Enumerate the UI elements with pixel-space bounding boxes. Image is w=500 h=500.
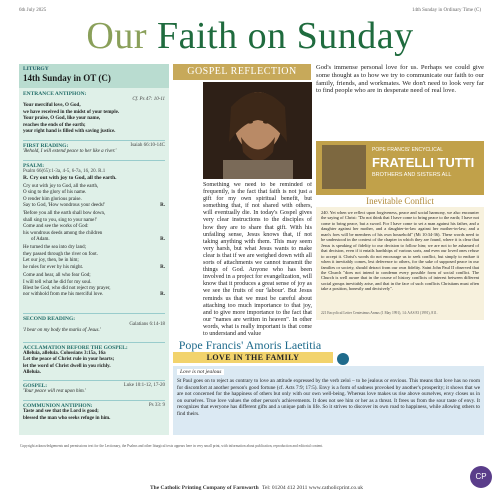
psalm-r: R.: [160, 237, 165, 243]
amoris-box: [173, 366, 484, 435]
psalm-line: of Adam.: [31, 237, 50, 243]
psalm: [23, 163, 165, 299]
catholic-printing-logo: CP: [470, 466, 492, 488]
amoris-title: Pope Francis' Amoris Laetitia: [178, 338, 322, 352]
psalm-line: Say to God, 'How wondrous your deeds!': [23, 203, 106, 209]
psalm-r: R.: [160, 264, 165, 270]
second-reading-ref: Galatians 6:14-18: [129, 322, 165, 327]
inevitable-conflict-heading: Inevitable Conflict: [366, 196, 434, 206]
communion-ref: Ps 33: 9: [148, 403, 165, 408]
psalm-line: O sing to the glory of his name.: [23, 190, 87, 196]
divider: [23, 140, 165, 141]
psalm-line: Cry out with joy to God, all the earth,: [23, 183, 99, 189]
fratelli-line1: POPE FRANCIS' ENCYCLICAL: [372, 147, 443, 153]
gospel-ref: Luke 10:1-12, 17-20: [123, 383, 165, 388]
fratelli-line3: BROTHERS AND SISTERS ALL: [372, 172, 452, 178]
inevitable-note: 221 Encyclical Letter Centesimus Annus (1 May 1991), 14: AAS 83 (1991), 811.: [321, 311, 438, 315]
psalm-ref: Psalm 66(65):1-3a, 4-5, 6-7a, 16, 20. R.1: [23, 169, 106, 174]
masthead-title: [0, 14, 500, 58]
communion-heading: COMMUNION ANTIPHON:: [23, 403, 93, 409]
footer-publisher: The Catholic Printing Company of Farnworth: [150, 485, 259, 491]
divider: [23, 160, 165, 161]
amoris-text: St Paul goes on to reject as contrary to love an attitude expressed by the verb zeloi – to be jealous or envious. This means that love has no room for discomfort at another person's good fortune (cf. Acts 7:9; 17:5). Envy is a form of sadness provoked by another's prosperity; it shows that we are not concerned for the happiness of others but only with our own well-being. Whereas love makes us rise above ourselves, envy closes us in on ourselves. True love values the other person's achievements. It does not see him or her as a threat. It frees us from the sour taste of envy. It recognizes that everyone has different gifts and a unique path in life. So it strives to discover its own road to happiness, while allowing others to find theirs.: [177, 378, 480, 417]
amoris-subhead: Love is not jealous: [177, 369, 224, 375]
inevitable-text: 240. Yet when we reflect upon forgiveness, peace and social harmony, we also encounter the saying of Christ: "Do not think that I have come to bring peace to the earth; I have not come to bring peace, but a sword. For I have come to set a man against his father, and a daughter against her mother, and a daughter-in-law against her mother-in-law; and a man's foes will be members of his own household" (Mt 10:34-36). These words need to be understood in the context of the chapter in which they are found, where it is clear that Jesus is speaking of fidelity to our decision to follow him; we are not to be ashamed of that decision, even if it entails hardships of various sorts, and even our loved ones refuse to accept it. Christ's words do not encourage us to seek conflict, but simply to endure it when it inevitably comes, lest deference to others, for the sake of supposed peace in our families or society, should detract from our own fidelity. Saint John Paul II observed that the Church "does not intend to condemn every possible form of social conflict. The Church is well aware that in the course of history conflicts of interest between different social groups inevitably arise, and that in the face of such conflicts Christians must often take a position, honestly and decisively".: [321, 210, 479, 292]
psalm-line: O render him glorious praise.: [23, 196, 82, 202]
entrance-line: reaches the ends of the earth;: [23, 122, 86, 128]
psalm-response: R. Cry out with joy to God, all the earth.: [23, 175, 117, 182]
divider: [23, 380, 165, 381]
acclamation-line: Let the peace of Christ rule in your hearts;: [23, 357, 115, 363]
psalm-line: Come and see the works of God:: [23, 224, 89, 230]
inevitable-conflict-box: [316, 207, 484, 320]
love-in-family-bar: LOVE IN THE FAMILY: [173, 352, 333, 363]
entrance-antiphon: [23, 91, 165, 135]
psalm-line: he rules for ever by his might.: [23, 264, 84, 270]
gospel-reflection-col1: Something we need to be reminded of frequently, is the fact that faith is not just a gift for my own spiritual benefit, but something that, if not shared with others, will eventually die. In today's Gospel gives very clear instructions to the disciples of how they are to share that gift. With his unfailing sense, Jesus knows that, if not taking anything with them. This may seem very harsh, but what Jesus wants to make clear is that if we are weighed down with all sorts of attachments we cannot transmit the things of God. Anyone who has been involved in a project for evangelization, will know that it produces a great sense of joy as we see the fruits of our 'labour'. But Jesus reminds us that we must be careful about attaching too much importance to that joy, and to give more importance to the fact that our "names are written in heaven". In other words, what is really important is that come to understand and value: [203, 182, 312, 337]
communion-line: blessed the man who seeks refuge in him.: [23, 415, 111, 421]
sunday-name: 14th Sunday in Ordinary Time (C): [411, 8, 481, 13]
entrance-heading: ENTRANCE ANTIPHON:: [23, 91, 87, 97]
footer-fine-print: Copyright acknowledgements and permissions text for the Lectionary, the Psalms and other liturgical texts appears here in very small print, with information about publication, reproduction and editorial content.: [20, 444, 323, 448]
jesus-portrait-image: [203, 82, 312, 179]
psalm-line: Blest be God, who did not reject my prayer,: [23, 285, 111, 291]
portrait-illustration: [203, 82, 312, 179]
psalm-line: I will tell what he did for my soul.: [23, 279, 92, 285]
second-reading: [23, 316, 165, 335]
first-reading-heading: FIRST READING:: [23, 143, 69, 149]
second-reading-heading: SECOND READING:: [23, 316, 76, 322]
psalm-r: R.: [160, 203, 165, 209]
divider: [23, 400, 165, 401]
fratelli-tutti-banner: [316, 141, 484, 195]
first-reading-ref: Isaiah 66:10-14C: [130, 143, 165, 148]
title-sunday: Sunday: [296, 15, 414, 57]
divider: [23, 313, 165, 314]
psalm-line: Let our joy, then, be in him;: [23, 258, 79, 264]
psalm-line: 'Before you all the earth shall bow down,: [23, 211, 106, 217]
fratelli-line2: FRATELLI TUTTI: [372, 155, 475, 170]
psalm-line: they passed through the river on foot.: [23, 251, 98, 257]
acclamation-line: Alleluia, alleluia. Colossians 3:15a, 16a: [23, 351, 106, 356]
psalm-r: R.: [160, 292, 165, 298]
psalm-line: nor withhold from me his merciful love.: [23, 292, 104, 298]
gospel-quote: 'Your peace will rest upon him.': [23, 389, 86, 395]
gospel-reflection-heading: GOSPEL REFLECTION: [173, 64, 311, 80]
footer-contact: Tel: 01204 412 2011 www.catholicprint.co.uk: [262, 485, 363, 491]
gospel-heading: GOSPEL:: [23, 383, 48, 389]
entrance-line: we have received in the midst of your temple.: [23, 109, 120, 115]
title-our: Our: [86, 15, 147, 57]
second-reading-quote: 'I bear on my body the marks of Jesus.': [23, 328, 101, 334]
pope-francis-photo: [322, 145, 366, 189]
gospel: [23, 383, 165, 396]
entrance-line: your right hand is filled with saving justice.: [23, 129, 116, 135]
liturgy-title: 14th Sunday in OT (C): [23, 73, 111, 83]
psalm-line: shall sing to you, sing to your name!': [23, 217, 97, 223]
psalm-heading: PSALM:: [23, 163, 45, 169]
issue-date: 6th July 2025: [19, 8, 47, 13]
gospel-reflection-col2: God's immense personal love for us. Perhaps we could give some thought as to how we try to communicate our faith to our family, friends, and workmates. We don't need to look very far to find people who are in desperate need of real love.: [316, 64, 484, 95]
title-faith-on: Faith on: [156, 15, 287, 57]
footer: [0, 440, 500, 500]
acclamation-line: let the word of Christ dwell in you richly.: [23, 363, 111, 369]
psalm-line: Come and hear, all who fear God;: [23, 273, 91, 279]
liturgy-label: LITURGY: [23, 66, 49, 72]
entrance-ref: Cf. Ps 47: 10-11: [132, 97, 165, 102]
first-reading: [23, 143, 165, 156]
acclamation-heading: ACCLAMATION BEFORE THE GOSPEL:: [23, 345, 128, 351]
acclamation-line: Alleluia.: [23, 370, 41, 376]
psalm-line: his wondrous deeds among the children: [23, 230, 103, 236]
communion-line: Taste and see that the Lord is good;: [23, 409, 99, 415]
communion-antiphon: [23, 403, 165, 422]
first-reading-quote: 'Behold, I will extend peace to her like a river.': [23, 149, 117, 155]
entrance-line: Your merciful love, O God,: [23, 103, 81, 109]
psalm-line: He turned the sea into dry land;: [23, 245, 87, 251]
family-symbol-icon: [337, 353, 349, 365]
entrance-line: Your praise, O God, like your name,: [23, 116, 101, 122]
